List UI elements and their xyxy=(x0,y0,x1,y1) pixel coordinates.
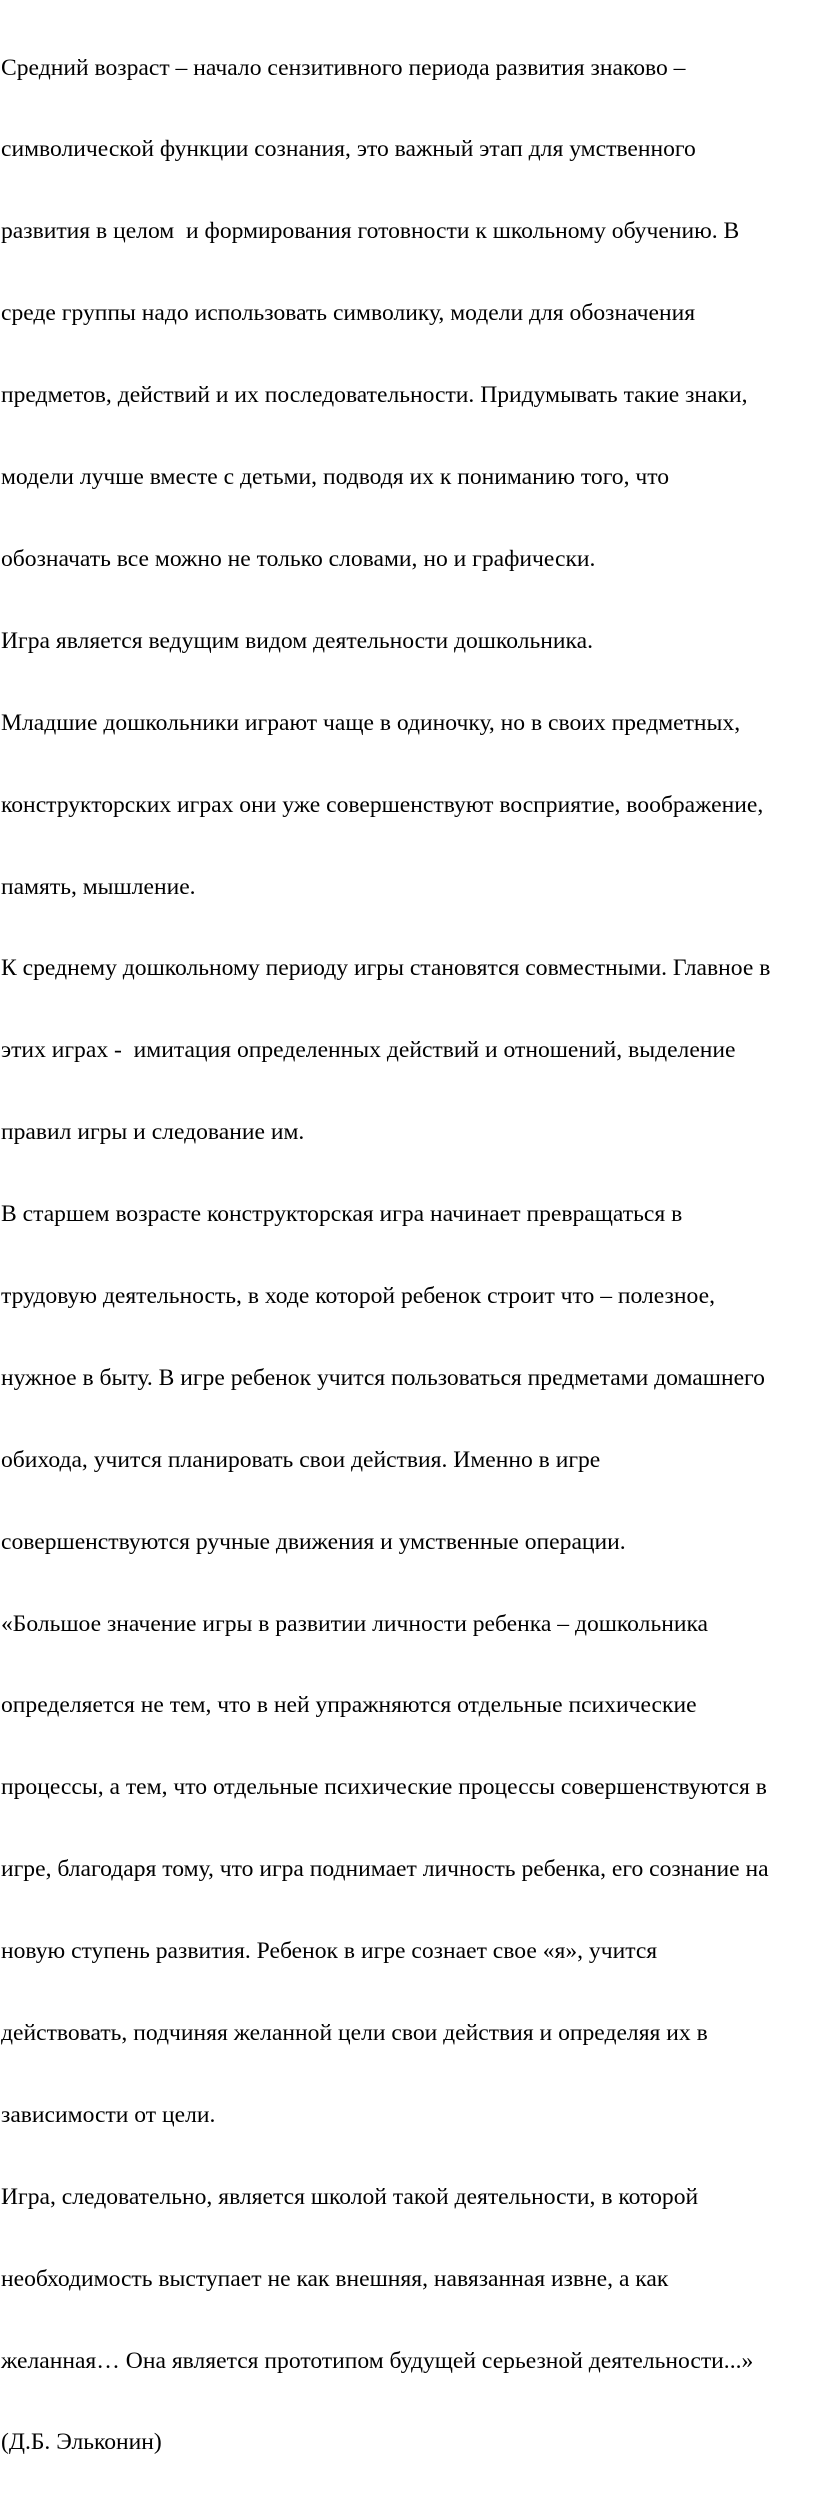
text-line: обозначать все можно не только словами, но и графически. xyxy=(1,545,596,572)
text-line: развития в целом и формирования готовности к школьному обучению. В xyxy=(1,218,740,245)
text-line: В старшем возрасте конструкторская игра начинает превращаться в xyxy=(1,1201,683,1228)
text-line: нужное в быту. В игре ребенок учится пользоваться предметами домашнего xyxy=(1,1364,765,1391)
text-line: необходимость выступает не как внешняя, навязанная извне, а как xyxy=(1,2265,669,2292)
text-line: этих играх - имитация определенных действий и отношений, выделение xyxy=(1,1037,736,1064)
text-line: конструкторских играх они уже совершенствуют восприятие, воображение, xyxy=(1,791,764,818)
text-line: Игра, следовательно, является школой такой деятельности, в которой xyxy=(1,2183,699,2210)
text-line: зависимости от цели. xyxy=(1,2101,216,2128)
text-line: процессы, а тем, что отдельные психические процессы совершенствуются в xyxy=(1,1774,767,1801)
text-line: правил игры и следование им. xyxy=(1,1119,305,1146)
document-text xyxy=(1,0,813,2511)
text-line: совершенствуются ручные движения и умственные операции. xyxy=(1,1528,626,1555)
text-line: К среднему дошкольному периоду игры становятся совместными. Главное в xyxy=(1,955,771,982)
text-line: среде группы надо использовать символику, модели для обозначения xyxy=(1,300,696,327)
citation-line: (Д.Б. Эльконин) xyxy=(1,2429,162,2456)
text-line: игре, благодаря тому, что игра поднимает личность ребенка, его сознание на xyxy=(1,1856,769,1883)
text-line: модели лучше вместе с детьми, подводя их к пониманию того, что xyxy=(1,464,670,491)
text-line: «Большое значение игры в развитии личности ребенка – дошкольника xyxy=(1,1610,709,1637)
text-line: предметов, действий и их последовательности. Придумывать такие знаки, xyxy=(1,382,748,409)
text-line: символической функции сознания, это важный этап для умственного xyxy=(1,136,696,163)
text-line: действовать, подчиняя желанной цели свои действия и определяя их в xyxy=(1,2019,708,2046)
text-line: желанная… Она является прототипом будущей серьезной деятельности...» xyxy=(1,2347,754,2374)
text-line: трудовую деятельность, в ходе которой ребенок строит что – полезное, xyxy=(1,1282,715,1309)
text-line: память, мышление. xyxy=(1,873,196,900)
text-line: Средний возраст – начало сензитивного периода развития знаково – xyxy=(1,54,686,81)
text-line: определяется не тем, что в ней упражняются отдельные психические xyxy=(1,1692,697,1719)
text-line: обихода, учится планировать свои действия. Именно в игре xyxy=(1,1446,601,1473)
text-line: Игра является ведущим видом деятельности дошкольника. xyxy=(1,627,593,654)
text-line: новую ступень развития. Ребенок в игре сознает свое «я», учится xyxy=(1,1938,658,1965)
text-line: Младшие дошкольники играют чаще в одиночку, но в своих предметных, xyxy=(1,709,741,736)
